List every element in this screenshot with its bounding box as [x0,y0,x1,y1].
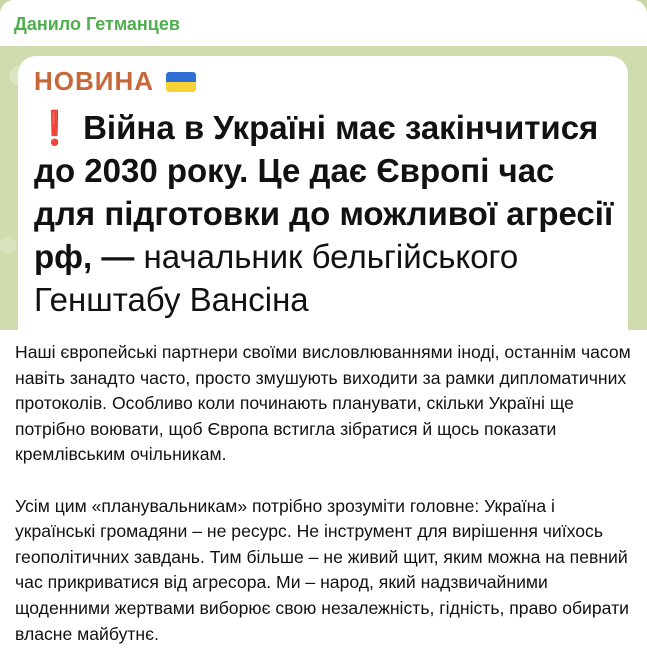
headline-bold-text: Війна в Україні має закінчитися до 2030 року. Це дає Європі час для підготовки до можливої агресії рф, — [34,109,614,275]
headline-regular-text: начальник бельгійського Генштабу Вансіна [34,238,519,318]
ukraine-flag-icon [166,72,196,92]
message-text [15,340,635,659]
exclamation-icon: ❗ [34,109,76,146]
message-paragraph: Усім цим «планувальникам» потрібно зрозуміти головне: Україна і українські громадяни – не ресурс. Не інструмент для вирішення чиїхось геополітичних завдань. Тим більше – не живий щит, яким можна на певний час прикриватися від агресора. Ми – народ, який надзвичайними щоденними жертвами виборює свою незалежність, гідність, право обирати власне майбутнє. [15,495,629,644]
news-tag-label: НОВИНА [34,66,155,96]
sender-name[interactable]: Данило Гетманцев [14,14,180,34]
message-paragraph: Наші європейські партнери своїми висловлюваннями іноді, останнім часом навіть занадто часто, просто змушують виходити за рамки дипломатичних протоколів. Особливо коли починають планувати, скільки Україні ще потрібно воювати, щоб Європа встигла зібратися й щось показати кремлівським очільникам. [15,342,631,465]
news-tag [34,66,196,97]
news-card [18,56,628,330]
news-headline [34,106,614,321]
message-media[interactable] [0,46,647,330]
